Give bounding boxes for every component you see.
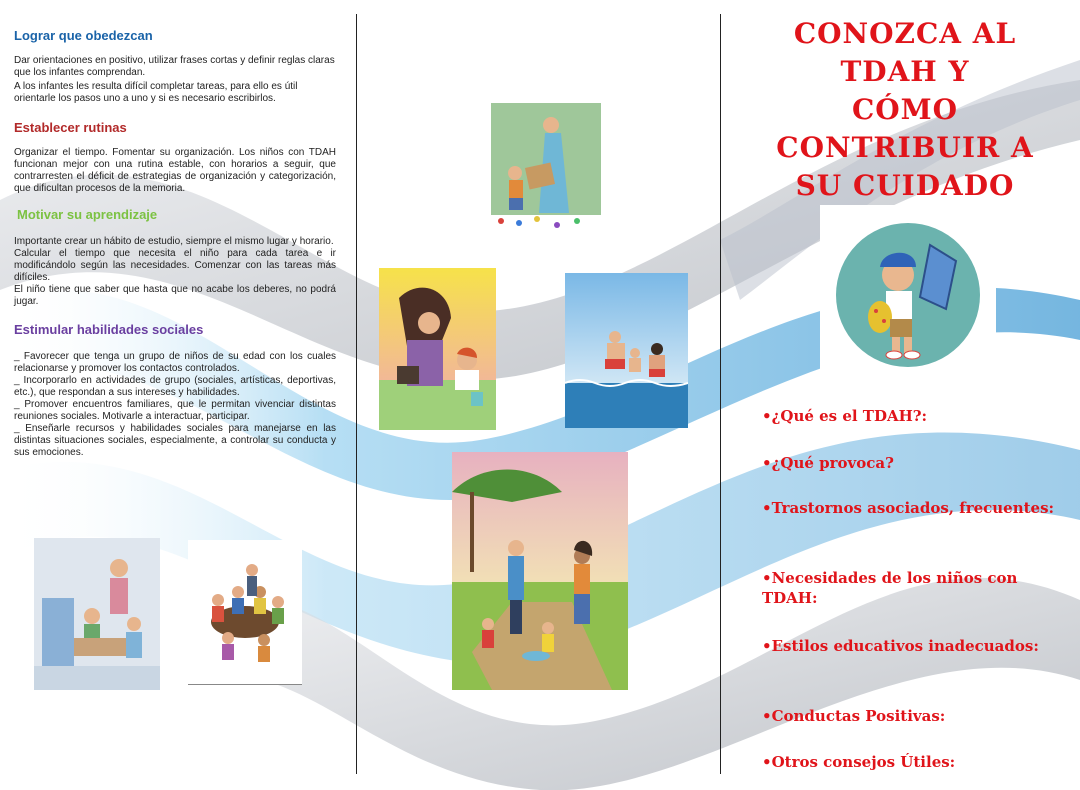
paragraph: Calcular el tiempo que necesita el niño para cada tarea e ir modificándolo según las necesidades. Comenzar con las tareas más difíciles.	[14, 248, 336, 283]
doctor-office-illustration	[34, 538, 160, 690]
bullet-necesidades-ninos: •Necesidades de los niños con TDAH:	[762, 569, 1018, 607]
section-obedecer	[14, 28, 336, 105]
bullet-otros-consejos: •Otros consejos Útiles:	[762, 753, 956, 771]
title-line-4: CONTRIBUIR A	[776, 131, 1034, 164]
section-rutinas	[14, 120, 336, 195]
section-aprendizaje	[14, 207, 336, 308]
bullet-trastornos-asociados: •Trastornos asociados, frecuentes:	[762, 499, 1055, 517]
paragraph: Dar orientaciones en positivo, utilizar frases cortas y definir reglas claras que los infantes comprendan.	[14, 55, 335, 78]
column-divider-left	[356, 14, 357, 774]
title-line-2: TDAH Y	[840, 55, 970, 88]
paragraph: Importante crear un hábito de estudio, siempre el mismo lugar y horario.	[14, 236, 334, 247]
paragraph: Organizar el tiempo. Fomentar su organización. Los niños con TDAH funcionan mejor con una rutina estable, con horarios a seguir, que contrarresten el déficit de estrategias de organización y categorización, que dificultan procesos de la memoria.	[14, 147, 336, 194]
boy-with-kite-illustration	[820, 205, 996, 381]
section-habilidades-sociales	[14, 322, 336, 459]
heading-motivar-aprendizaje: Motivar su aprendizaje	[17, 207, 158, 222]
bullet-estilos-educativos: •Estilos educativos inadecuados:	[762, 637, 1039, 655]
bullet-conductas-positivas: •Conductas Positivas:	[762, 707, 946, 725]
family-swimming-illustration	[565, 273, 688, 428]
bullet-que-provoca: •¿Qué provoca?	[762, 454, 894, 472]
title-line-3: CÓMO	[851, 93, 959, 126]
paragraph: _ Promover encuentros familiares, que le permitan vivenciar distintas reuniones sociales. Motivarle a interactuar, participar.	[14, 399, 336, 422]
paragraph: A los infantes les resulta difícil completar tareas, para ello es útil orientarle los pasos uno a uno y si es necesario escribirlos.	[14, 81, 298, 104]
mother-child-homework-illustration	[379, 268, 496, 430]
left-panel	[14, 28, 336, 459]
paragraph: El niño tiene que saber que hasta que no acabe los deberes, no podrá jugar.	[14, 284, 336, 307]
heading-establecer-rutinas: Establecer rutinas	[14, 120, 127, 135]
paragraph: _ Enseñarle recursos y habilidades sociales para manejarse en las distintas situaciones sociales, especialmente, a controlar su conducta y sus emociones.	[14, 423, 336, 458]
title-line-1: CONOZCA AL	[793, 17, 1017, 50]
title-line-5: SU CUIDADO	[795, 169, 1015, 202]
column-divider-right	[720, 14, 721, 774]
bullet-que-es-tdah: •¿Qué es el TDAH?:	[762, 407, 928, 425]
heading-habilidades-sociales: Estimular habilidades sociales	[14, 322, 204, 337]
heading-lograr-obedezcan: Lograr que obedezcan	[14, 28, 153, 43]
group-table-illustration	[188, 540, 302, 685]
family-park-walk-illustration	[452, 452, 628, 690]
mother-child-toys-illustration	[491, 103, 601, 233]
paragraph: _ Incorporarlo en actividades de grupo (sociales, artísticas, deportivas, etc.), que respondan a sus intereses y habilidades.	[14, 375, 336, 398]
paragraph: _ Favorecer que tenga un grupo de niños de su edad con los cuales relacionarse y promover los contactos controlados.	[14, 351, 336, 374]
